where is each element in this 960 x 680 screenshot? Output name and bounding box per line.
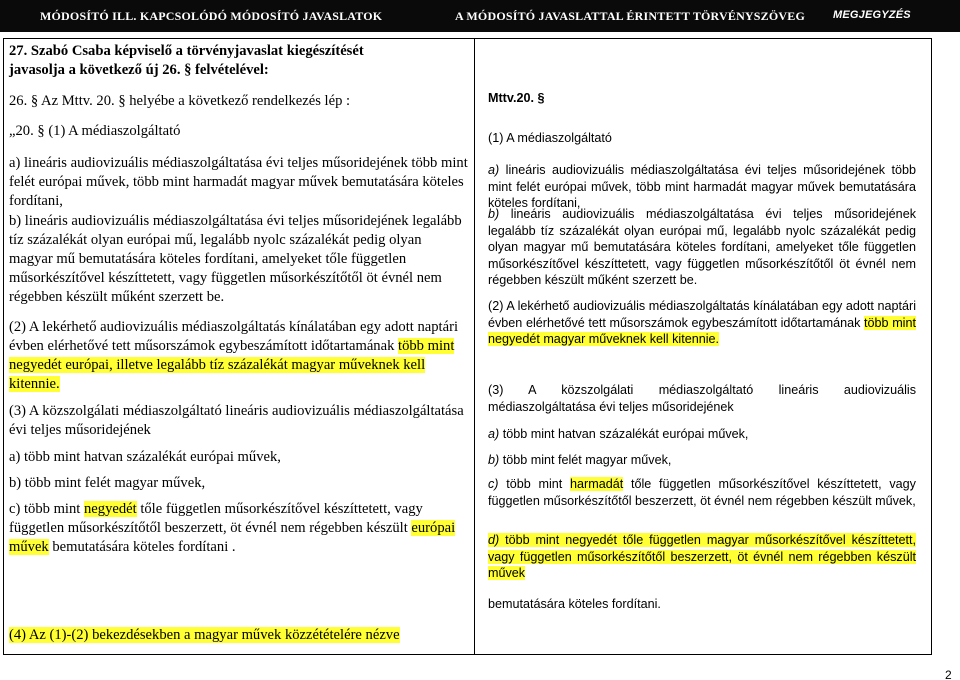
paragraph-2-highlight: több mint negyedét európai, illetve legalább tíz százalékát magyar műveknek kell kitennie.	[9, 338, 455, 392]
law-1b-label: b)	[488, 207, 500, 221]
paragraph-1b: b) lineáris audiovizuális médiaszolgáltatása évi teljes műsoridejének legalább tíz százalékát olyan európai mű, legalább nyolc százalékát pedig olyan magyar mű bemutatására köteles fordítani, amelyeket tőle független műsorkészítővel készíttetett, vagy független műsorkészítőtől öt évnél nem régebben készült műként szerzett be.	[9, 213, 462, 305]
law-3c-highlight: harmadát	[570, 477, 624, 491]
law-1a-label: a)	[488, 163, 500, 177]
column-divider	[474, 38, 475, 655]
law-1a-text: lineáris audiovizuális médiaszolgáltatása évi teljes műsoridejének több mint felét európai művek, több mint harmadát magyar művek bemutatására köteles fordítani,	[488, 163, 916, 210]
paragraph-4	[9, 626, 468, 645]
law-paragraph-3: (3) A közszolgálati médiaszolgáltató lineáris audiovizuális médiaszolgáltatása évi teljes műsoridejének	[488, 383, 916, 414]
law-3c-text-1: több mint	[498, 477, 570, 491]
law-3d-label: d)	[488, 533, 500, 547]
law-title: Mttv.20. §	[488, 91, 545, 105]
header-proposals: MÓDOSÍTÓ ILL. KAPCSOLÓDÓ MÓDOSÍTÓ JAVASLATOK	[40, 9, 383, 23]
law-paragraph-1b	[488, 206, 916, 289]
proposal-intro: 26. § Az Mttv. 20. § helyébe a következő rendelkezés lép :	[9, 93, 351, 109]
paragraph-3c-highlight-1: negyedét	[84, 501, 137, 517]
law-3c-text-2: tőle független műsorkészítővel készíttetett, vagy független műsorkészítőtől beszerzett, öt évnél nem régebben készült művek,	[488, 477, 916, 508]
law-3a-text: több mint hatvan százalékát európai művek,	[499, 427, 749, 441]
law-paragraph-3-tail: bemutatására köteles fordítani.	[488, 597, 661, 611]
law-paragraph-3b	[488, 452, 916, 469]
law-paragraph-1a	[488, 162, 916, 212]
paragraph-3c-highlight-2: európai művek	[9, 520, 456, 555]
law-1b-text: lineáris audiovizuális médiaszolgáltatása évi teljes műsoridejének legalább tíz százalékát olyan európai mű, legalább nyolc százalékát pedig olyan magyar mű bemutatására köteles fordítani, amelyeket tőle független műsorkészítővel készíttetett, vagy független műsorkészítőtől öt évnél nem régebben készült műként szerzett be.	[488, 207, 916, 287]
proposal-title-line-1: 27. Szabó Csaba képviselő a törvényjavaslat kiegészítését	[9, 43, 364, 59]
header-affected-law: A MÓDOSÍTÓ JAVASLATTAL ÉRINTETT TÖRVÉNYSZÖVEG	[455, 9, 806, 23]
proposal-title-line-2: javasolja a következő új 26. § felvételével:	[9, 62, 269, 78]
paragraph-4-highlight: (4) Az (1)-(2) bekezdésekben a magyar művek közzétételére nézve	[9, 627, 400, 643]
law-2-text: (2) A lekérhető audiovizuális médiaszolgáltatás kínálatában egy adott naptári évben elérhetővé tett műsorszámok egybeszámított időtartamának	[488, 299, 916, 330]
law-3a-label: a)	[488, 427, 500, 441]
law-3b-text: több mint felét magyar művek,	[499, 453, 672, 467]
law-paragraph-3a	[488, 426, 916, 443]
law-3c-label: c)	[488, 477, 499, 491]
law-2-highlight: több mint negyedét magyar műveknek kell kitennie.	[488, 315, 916, 346]
law-paragraph-3d	[488, 532, 916, 582]
paragraph-1a: a) lineáris audiovizuális médiaszolgáltatása évi teljes műsoridejének több mint felét európai művek, több mint harmadát magyar művek bemutatására köteles fordítani,	[9, 155, 468, 209]
law-paragraph-2	[488, 298, 916, 348]
section-heading: „20. § (1) A médiaszolgáltató	[9, 123, 181, 139]
page-number: 2	[945, 668, 952, 680]
paragraph-3c	[9, 500, 468, 557]
paragraph-3: (3) A közszolgálati médiaszolgáltató lineáris audiovizuális médiaszolgáltatása évi teljes műsoridejének	[9, 403, 464, 438]
paragraph-3c-text-2: tőle független műsorkészítővel készíttetett, vagy független műsorkészítőtől beszerzett, öt évnél nem régebben készült	[9, 501, 423, 536]
law-paragraph-3c	[488, 476, 916, 509]
paragraph-2-text: (2) A lekérhető audiovizuális médiaszolgáltatás kínálatában egy adott naptári évben elérhetővé tett műsorszámok egybeszámított időtartamának	[9, 319, 459, 354]
paragraph-3c-text-1: c) több mint	[9, 501, 84, 517]
header-notes: MEGJEGYZÉS	[833, 9, 911, 21]
law-paragraph-1: (1) A médiaszolgáltató	[488, 131, 612, 145]
paragraph-3c-text-3: bemutatására köteles fordítani .	[48, 539, 236, 555]
paragraph-3a: a) több mint hatvan százalékát európai művek,	[9, 449, 281, 465]
law-3b-label: b)	[488, 453, 500, 467]
law-3d-highlight: több mint negyedét tőle független magyar műsorkészítővel készíttetett, vagy független műsorkészítőtől beszerzett, öt évnél nem régebben készült művek	[488, 533, 916, 580]
paragraph-3b: b) több mint felét magyar művek,	[9, 475, 206, 491]
paragraph-2	[9, 318, 468, 394]
header-bar	[0, 0, 960, 32]
